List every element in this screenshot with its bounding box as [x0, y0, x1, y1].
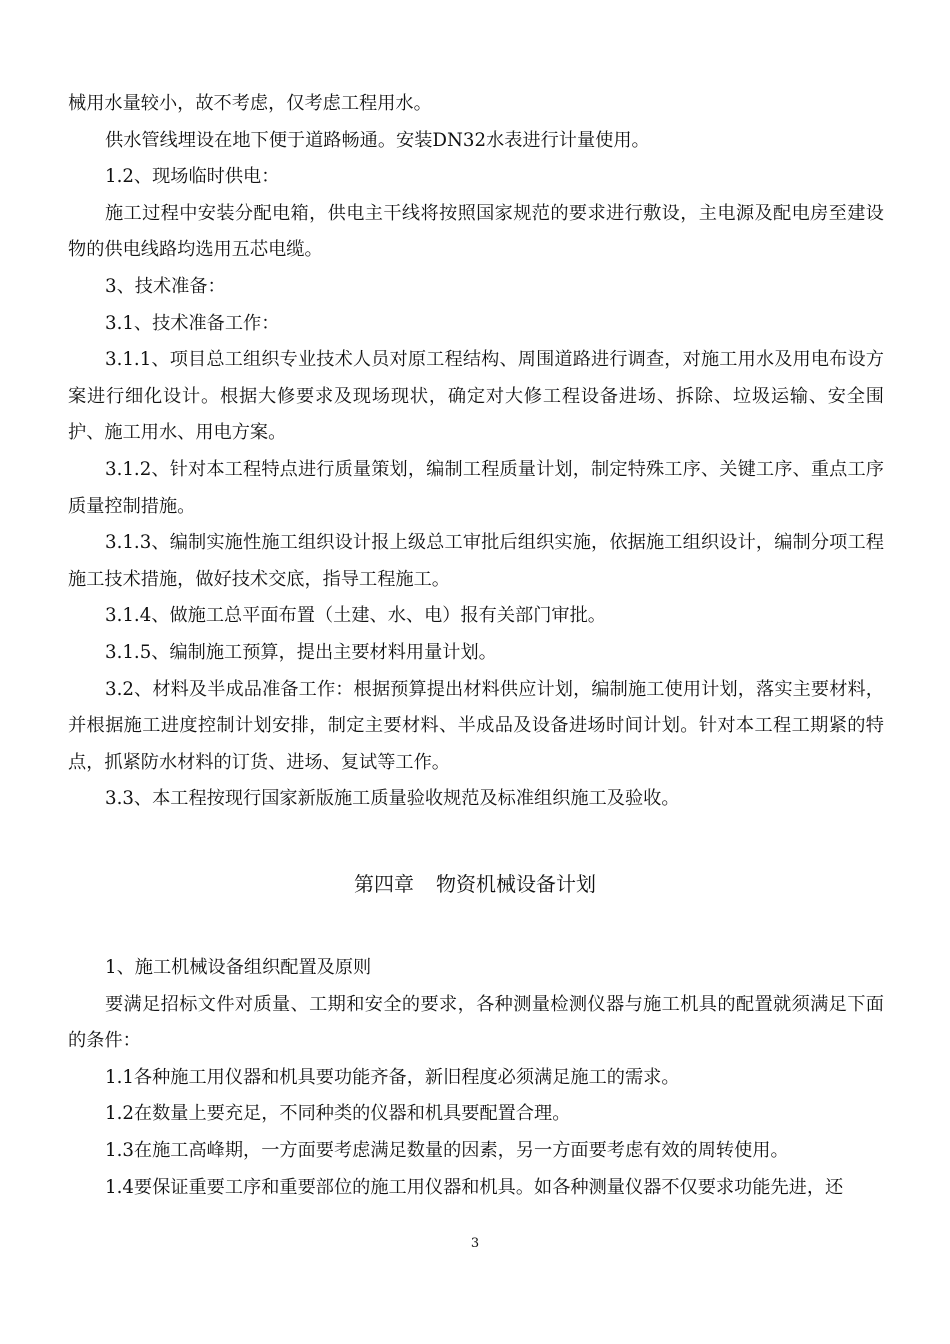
paragraph: 3.1.5、编制施工预算，提出主要材料用量计划。 [105, 641, 497, 663]
paragraph: 1.3在施工高峰期，一方面要考虑满足数量的因素，另一方面要考虑有效的周转使用。 [105, 1139, 789, 1161]
paragraph: 1.4要保证重要工序和重要部位的施工用仪器和机具。如各种测量仪器不仅要求功能先进，还 [105, 1176, 844, 1198]
paragraph: 3.2、材料及半成品准备工作：根据预算提出材料供应计划，编制施工使用计划，落实主要材料，并根据施工进度控制计划安排，制定主要材料、半成品及设备进场时间计划。针对本工程工期紧的特点，抓紧防水材料的订货、进场、复试等工作。 [68, 678, 884, 773]
paragraph: 3.1.1、项目总工组织专业技术人员对原工程结构、周围道路进行调查，对施工用水及用电布设方案进行细化设计。根据大修要求及现场现状，确定对大修工程设备进场、拆除、垃圾运输、安全围护、施工用水、用电方案。 [68, 349, 884, 444]
paragraph: 1.2在数量上要充足，不同种类的仪器和机具要配置合理。 [105, 1103, 571, 1125]
paragraph: 3.3、本工程按现行国家新版施工质量验收规范及标准组织施工及验收。 [105, 788, 680, 810]
page-number: 3 [470, 1236, 480, 1251]
body-section-bottom [68, 950, 884, 1206]
section-heading: 3、技术准备： [105, 275, 226, 297]
section-heading: 3.1、技术准备工作： [105, 312, 280, 334]
paragraph: 3.1.2、针对本工程特点进行质量策划，编制工程质量计划，制定特殊工序、关键工序、重点工序质量控制措施。 [68, 458, 884, 517]
section-heading: 1.2、现场临时供电： [105, 166, 280, 188]
paragraph: 1.1各种施工用仪器和机具要功能齐备，新旧程度必须满足施工的需求。 [105, 1066, 680, 1088]
chapter-number: 第四章 [354, 872, 414, 896]
chapter-heading [0, 866, 950, 902]
paragraph: 要满足招标文件对质量、工期和安全的要求，各种测量检测仪器与施工机具的配置就须满足下面的条件： [68, 993, 884, 1052]
paragraph: 施工过程中安装分配电箱，供电主干线将按照国家规范的要求进行敷设，主电源及配电房至建设物的供电线路均选用五芯电缆。 [68, 202, 884, 261]
paragraph: 3.1.4、做施工总平面布置（土建、水、电）报有关部门审批。 [105, 605, 606, 627]
body-section-top [68, 86, 884, 818]
paragraph: 械用水量较小，故不考虑，仅考虑工程用水。 [68, 93, 432, 114]
paragraph: 供水管线埋设在地下便于道路畅通。安装DN32水表进行计量使用。 [105, 129, 650, 151]
paragraph: 3.1.3、编制实施性施工组织设计报上级总工审批后组织实施，依据施工组织设计，编制分项工程施工技术措施，做好技术交底，指导工程施工。 [68, 532, 884, 590]
section-heading: 1、施工机械设备组织配置及原则 [105, 957, 372, 978]
chapter-title: 物资机械设备计划 [436, 872, 596, 896]
